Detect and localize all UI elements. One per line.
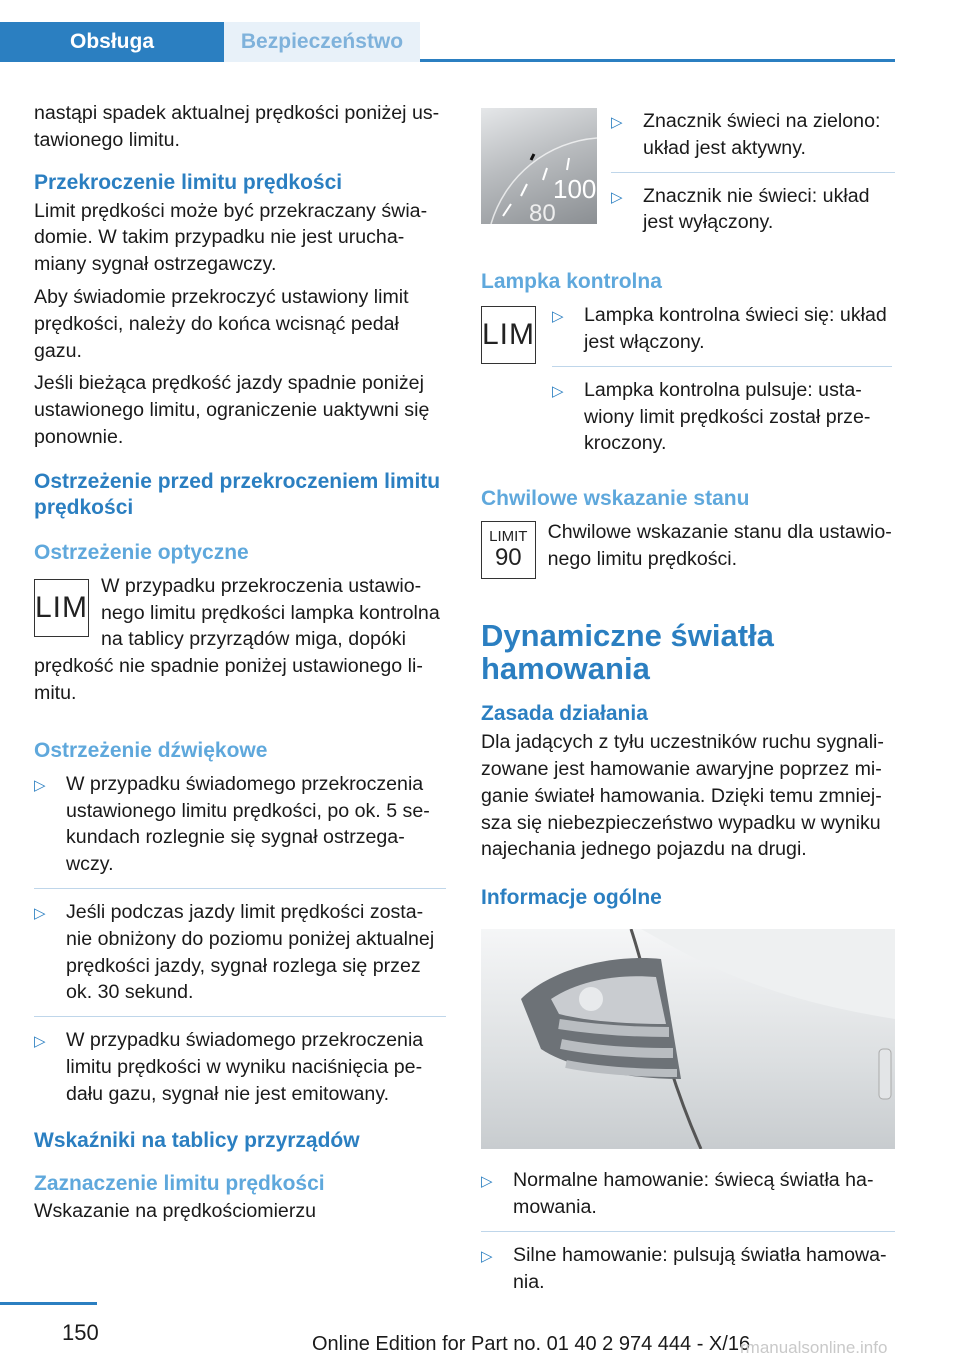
paragraph-exceed-3: Jeśli bieżąca prędkość jazdy spadnie poniżej ustawionego limitu, ograniczenie uaktywni się ponownie. xyxy=(34,372,430,448)
heading-limit-marking: Zaznaczenie limitu prędkości xyxy=(34,1171,325,1195)
list-item: ▷ Silne hamowanie: pulsują światła hamowa-nia. xyxy=(481,1243,887,1293)
heading-control-lamp: Lampka kontrolna xyxy=(481,270,662,294)
list-item: ▷ Znacznik świeci na zielono: układ jest aktywny. xyxy=(611,108,895,173)
triangle-bullet-icon: ▷ xyxy=(481,1247,493,1265)
list-item: ▷ Jeśli podczas jazdy limit prędkości zosta-nie obniżony do poziomu poniżej aktualnej prędkości jazdy, sygnał rozlega się przez ok. 30 sekund. xyxy=(34,899,446,1017)
lim-icon-label: LIM xyxy=(482,318,536,352)
status-display-block xyxy=(481,519,895,579)
triangle-bullet-icon: ▷ xyxy=(34,904,46,922)
lim-indicator-icon xyxy=(34,579,89,637)
control-lamp-block xyxy=(481,302,895,467)
optical-warning-text: W przypadku przekroczenia ustawio-nego limitu prędkości lampka kontrolna na tablicy przyrządów miga, dopóki prędkość nie spadnie poniżej ustawionego li-mitu. xyxy=(34,574,440,704)
heading-principle: Zasada działania xyxy=(481,702,648,726)
optical-warning-block xyxy=(34,573,446,713)
section-tabs xyxy=(0,22,895,62)
speedo-label-100: 100 xyxy=(553,174,597,204)
limit-90-icon xyxy=(481,521,536,579)
speedo-label-80: 80 xyxy=(529,200,556,224)
list-item: ▷ Lampka kontrolna pulsuje: usta-wiony limit prędkości został prze-kroczony. xyxy=(552,378,871,455)
list-item: ▷ Normalne hamowanie: świecą światła ha-mowania. xyxy=(481,1167,895,1232)
heading-optical-warning: Ostrzeżenie optyczne xyxy=(34,540,249,564)
marker-list xyxy=(611,108,895,246)
acoustic-warning-list xyxy=(34,771,446,1108)
list-item: ▷ W przypadku świadomego przekroczenia limitu prędkości w wyniku naciśnięcia pe-dału gazu, sygnał nie jest emitowany. xyxy=(34,1029,424,1105)
triangle-bullet-icon: ▷ xyxy=(34,1033,46,1051)
intro-paragraph: nastąpi spadek aktualnej prędkości poniżej us-tawionego limitu. xyxy=(34,102,440,151)
list-item: ▷ Lampka kontrolna świeci się: układ jest włączony. xyxy=(552,302,892,367)
heading-indicators: Wskaźniki na tablicy przyrządów xyxy=(34,1128,360,1152)
principle-text: Dla jadących z tyłu uczestników ruchu sygnali-zowane jest hamowanie awaryjne poprzez mi-ganie świateł hamowania. Dzięki temu zmniej-sza się niebezpieczeństwo wypadku w wyniku najechania jednego pojazdu na drugi. xyxy=(481,731,884,861)
heading-acoustic-warning: Ostrzeżenie dźwiękowe xyxy=(34,738,268,762)
control-lamp-list xyxy=(552,302,892,467)
limit-value: 90 xyxy=(494,544,522,572)
list-item: ▷ Znacznik nie świeci: układ jest wyłączony. xyxy=(611,184,870,234)
limit-marking-text: Wskazanie na prędkościomierzu xyxy=(34,1199,317,1222)
heading-dynamic-brake-lights: Dynamiczne światła hamowania xyxy=(481,618,774,687)
heading-general-info: Informacje ogólne xyxy=(481,886,662,910)
lim-control-lamp-icon xyxy=(481,306,536,364)
lim-icon-label: LIM xyxy=(35,590,89,624)
limit-label: LIMIT xyxy=(489,528,528,546)
triangle-bullet-icon: ▷ xyxy=(481,1173,493,1191)
left-column xyxy=(34,100,446,1230)
speedometer-marker-block xyxy=(481,108,895,246)
watermark: rmanualsonline.info xyxy=(740,1338,888,1357)
brake-light-photo xyxy=(481,929,895,1149)
paragraph-exceed-2: Aby świadomie przekroczyć ustawiony limit prędkości, należy do końca wcisnąć pedał gazu. xyxy=(34,285,409,362)
tab-bezpieczenstwo[interactable]: Bezpieczeństwo xyxy=(224,22,420,62)
triangle-bullet-icon: ▷ xyxy=(34,776,46,794)
brake-light-list xyxy=(481,1167,895,1295)
triangle-bullet-icon: ▷ xyxy=(552,308,564,326)
heading-status-display: Chwilowe wskazanie stanu xyxy=(481,487,750,511)
footer-edition: Online Edition for Part no. 01 40 2 974 444 - X/16 xyxy=(312,1333,751,1355)
heading-exceed-limit: Przekroczenie limitu prędkości xyxy=(34,170,343,194)
footer-accent-line xyxy=(0,1302,97,1305)
triangle-bullet-icon: ▷ xyxy=(611,114,623,131)
speedometer-image xyxy=(481,108,597,224)
triangle-bullet-icon: ▷ xyxy=(611,188,623,206)
heading-warning: Ostrzeżenie przed przekroczeniem limitu prędkości xyxy=(34,469,441,519)
page-number: 150 xyxy=(62,1320,99,1345)
triangle-bullet-icon: ▷ xyxy=(552,382,564,400)
right-column xyxy=(481,108,895,1305)
list-item: ▷ W przypadku świadomego przekroczenia ustawionego limitu prędkości, po ok. 5 se-kundach rozlegnie się sygnał ostrzega-wczy. xyxy=(34,771,446,889)
paragraph-exceed-1: Limit prędkości może być przekraczany świa-domie. W takim przypadku nie jest urucha-miany sygnał ostrzegawczy. xyxy=(34,199,428,276)
tab-obsluga[interactable]: Obsługa xyxy=(0,22,224,62)
status-display-text: Chwilowe wskazanie stanu dla ustawio-nego limitu prędkości. xyxy=(547,521,892,570)
